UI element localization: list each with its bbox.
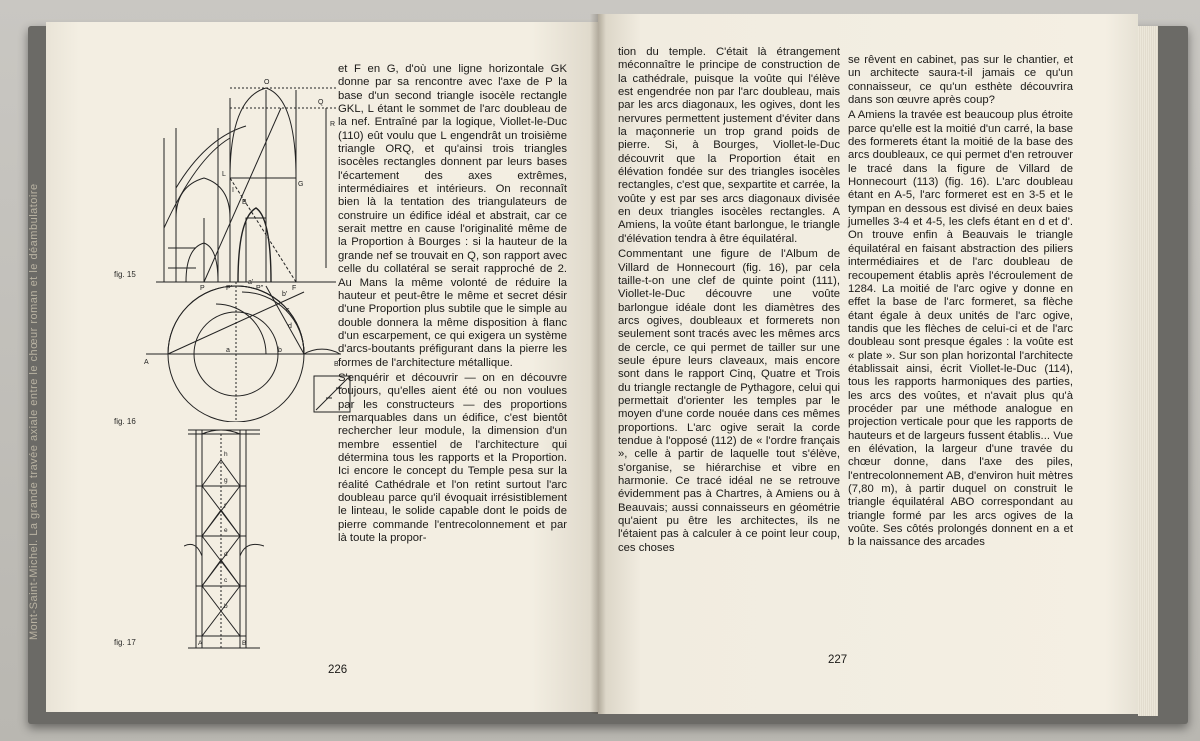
fig15-label-i: I xyxy=(232,187,234,194)
fig15-label-q: Q xyxy=(318,99,324,106)
fig17-label-b: b xyxy=(224,603,228,610)
fig16-label-b1: b' xyxy=(282,291,288,298)
right-page-column-1 xyxy=(618,46,840,555)
fig15-label-r: R xyxy=(330,121,336,128)
fig16-label-b-small: b xyxy=(278,347,282,354)
fig15-label-b: B xyxy=(242,199,247,206)
book-gutter xyxy=(590,14,606,714)
fig17-label-bb: B xyxy=(242,640,247,647)
paragraph: Commentant une figure de l'Album de Villard de Honnecourt (fig. 16), par cela taille-t-on une clef de quinte point (111), Viollet-le-Duc découvre une voûte barlongue idéale dont les diamètres des arcs ogives, doubleaux et formerets non seulement sont tracés avec les mêmes arcs de cercle, ce qui permet de tailler sur une seule épure leurs claveaux, mais encore sont dans le rapport Cinq, Quatre et Trois du triangle rectangle de Pythagore, celui qui permettait d'orienter les temples par le moyen d'une corde nouée dans ces mêmes proportions. L'arc ogive serait la corde tendue à l'opposé (112) de « l'ordre français », celle à partir de laquelle tout s'élève, s'organise, se hiérarchise et vibre en harmonie. Ce tracé idéal ne se retrouve évidemment pas à Chartres, à Amiens ou à Beauvais; aussi connaisseurs en géométrie qu'aient pu être les architectes, ils ne l'étaient pas à calculer à ce point leur coup, ces choses xyxy=(618,248,840,554)
fig17-label-a: A xyxy=(198,640,203,647)
fig15-label-p2: P'' xyxy=(256,285,264,290)
fig15-label-p: P xyxy=(200,285,205,290)
figure-16 xyxy=(136,272,358,422)
figure-17 xyxy=(184,426,264,652)
paragraph: se rêvent en cabinet, pas sur le chantier, et un architecte saura-t-il jamais ce qu'un connaisseur, ce qu'un esthète découvrira dans son œuvre après coup? xyxy=(848,54,1073,107)
fig15-label-p1: P' xyxy=(226,285,233,290)
right-edge-caption xyxy=(1160,30,1178,710)
fig17-label-d: d xyxy=(224,551,228,558)
figure-15-caption: fig. 15 xyxy=(114,270,136,279)
left-page-text xyxy=(338,63,567,545)
fig15-label-l: L xyxy=(222,171,226,178)
fig16-label-c: c xyxy=(286,307,290,314)
figure-17-caption: fig. 17 xyxy=(114,638,136,647)
fig15-label-f: F xyxy=(292,285,297,290)
fig17-label-c: c xyxy=(224,577,228,584)
page-number-left: 226 xyxy=(328,664,348,676)
figure-15 xyxy=(146,68,346,290)
fig17-label-f: f xyxy=(224,503,226,510)
right-page xyxy=(598,14,1138,714)
fig16-label-b: B xyxy=(334,361,339,368)
paragraph: et F en G, d'où une ligne horizontale GK donne par sa rencontre avec l'axe de P la base d'un second triangle isocèle rectangle GKL, L étant le sommet de l'arc doubleau de la nef. Entraîné par la logique, Viollet-le-Duc (110) eût voulu que L engendrât un troisième triangle ORQ, et qu'ainsi trois triangles isocèles rectangles donnent par leurs bases l'écartement des axes extrêmes, intermédiaires et intérieurs. On reconnaît bien là la tentation des triangulateurs de construire un édifice idéal et abstrait, car ce serait mettre en cause l'originalité même de la Proportion à Bourges : si la hauteur de la grande nef se trouvait en Q, son rapport avec celle du collatéral se serait rapproché de 2. Au Mans la même volonté de réduire la hauteur et peut-être le même et secret désir d'une Proportion plus subtile que le simple au double donnera la même disposition à flanc d'un escarpement, ce qui exigera un système d'arcs-boutants préfigurant dans la pierre les formes de l'architecture métallique. xyxy=(338,63,567,369)
paragraph: tion du temple. C'était là étrangement méconnaître le principe de construction de la cathédrale, puisque la voûte qui l'élève est engendrée non par l'arc doubleau, mais par les arcs diagonaux, les ogives, dont les nervures permettent justement d'éviter dans la maçonnerie un trop grand poids de pierre. Si, à Bourges, Viollet-le-Duc découvrit que la Proportion était en élévation fondée sur des triangles isocèles rectangles, c'est que, sexpartite et carrée, la voûte y est par ses arcs diagonaux divisée en deux triangles isocèles rectangles. A Amiens, la voûte étant barlongue, le triangle d'élévation tendra à être équilatéral. xyxy=(618,46,840,245)
fig17-label-e: e xyxy=(224,527,228,534)
fig15-label-g: G xyxy=(298,181,304,188)
figure-16-drawing xyxy=(136,272,358,422)
figure-15-drawing xyxy=(146,68,346,290)
fig17-label-g: g xyxy=(224,477,228,484)
fig15-label-o: O xyxy=(264,79,270,86)
fig16-label-a-small: a xyxy=(226,347,230,354)
page-edges xyxy=(1138,26,1158,716)
right-page-column-2 xyxy=(848,54,1073,550)
figure-17-drawing xyxy=(184,426,264,652)
figure-16-caption: fig. 16 xyxy=(114,417,136,426)
fig16-label-d: d xyxy=(288,323,292,330)
paragraph: S'enquérir et découvrir — on en découvre toujours, qu'elles aient été ou non voulues par les constructeurs — des proportions remarquables dans un édifice, c'est bientôt rechercher leur module, la dimension d'un membre essentiel de l'architecture qui détermina tous les rapports et la Proportion. Ici encore le concept du Temple pesa sur la réalité Cathédrale et l'on retint surtout l'arc doubleau parce qu'il évoquait irrésistiblement le linteau, le solide capable dont le poids de pierre commande l'entrecolonnement et par là toute la propor- xyxy=(338,371,567,545)
fig17-label-h: h xyxy=(224,451,228,458)
fig16-label-a: A xyxy=(144,359,149,366)
page-number-right: 227 xyxy=(828,654,848,666)
spine-caption: Mont-Saint-Michel. La grande travée axiale entre le chœur roman et le déambulatoire xyxy=(28,183,40,640)
fig16-label-a1: a' xyxy=(248,279,254,286)
paragraph: A Amiens la travée est beaucoup plus étroite parce qu'elle est la moitié d'un carré, la base des formerets étant la moitié de la base des arcs doubleaux, ce qui permet d'en retrouver le tracé dans la figure de Villard de Honnecourt (113) (fig. 16). L'arc doubleau étant en A-5, l'arc formeret est en 3-5 et le tympan en dessous est divisé en deux baies jumelles 3-4 et 4-5, les clefs étant en d et d'. On trouve enfin à Beauvais le triangle équilatéral en faisant abstraction des piliers intermédiaires et de l'arc doubleau de recoupement établis après l'écroulement de 1284. La moitié de l'arc ogive y donne en effet la base de l'arc formeret, sa flèche étant égale à deux unités de l'arc ogive, tandis que les flèches de celui-ci et de l'arc doubleau sont presque égales : la voûte est « plate ». Sur son plan horizontal l'architecte établissait ainsi, écrit Viollet-le-Duc (114), tous les rapports harmoniques des parties, les arcs des voûtes, et n'avait plus qu'à procéder par une méthode analogue en projection verticale pour que les rapports de hauteurs et de largeurs fussent établis... Vue en élévation, la largeur d'une travée du chœur donne, dans l'axe des piles, l'entrecolonnement AB, d'environ huit mètres (7,80 m), à partir duquel on construit le triangle équilatéral ABO correspondant au triangle formé par les arcs ogives de la voûte. Ses côtés prolongés donnent en a et b la naissance des arcades xyxy=(848,109,1073,549)
left-page xyxy=(46,22,598,712)
